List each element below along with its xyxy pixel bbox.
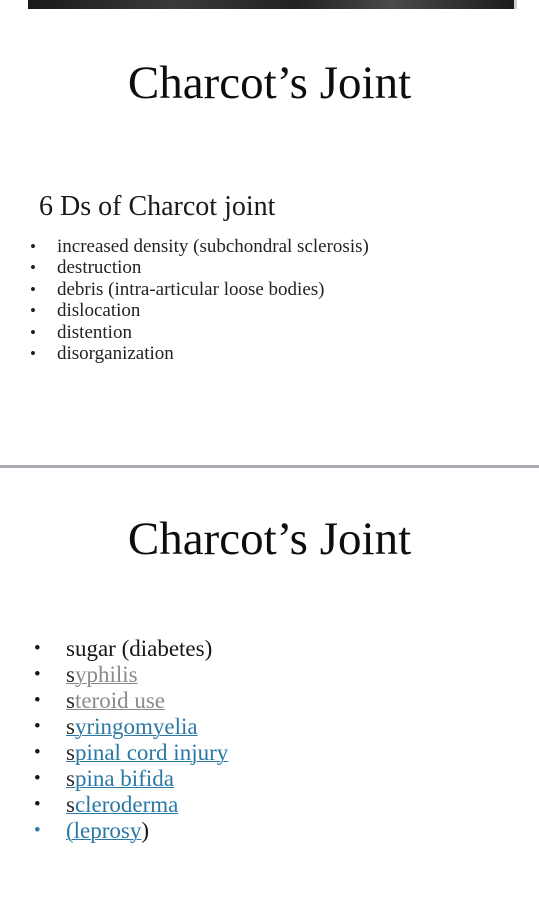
spina-bifida-link[interactable]: spina bifida — [66, 766, 174, 791]
list-item[interactable] — [0, 662, 228, 688]
list-item-text: disorganization — [57, 342, 174, 364]
list-item-text: increased density (subchondral sclerosis) — [57, 236, 369, 257]
slide-title: Charcot’s Joint — [127, 57, 412, 109]
list-item[interactable] — [0, 740, 228, 766]
previous-slide-image-edge — [28, 0, 514, 9]
slide-title: Charcot’s Joint — [127, 513, 412, 565]
slide-1 — [0, 9, 539, 465]
bullet-icon: • — [34, 638, 41, 659]
list-item-text: sugar (diabetes) — [66, 636, 213, 661]
six-ds-list — [0, 236, 369, 364]
list-item — [0, 257, 369, 278]
causes-list — [0, 636, 228, 844]
bullet-icon: • — [34, 690, 41, 711]
list-item — [0, 636, 228, 662]
list-item[interactable] — [0, 818, 228, 844]
list-item[interactable] — [0, 688, 228, 714]
list-item-text: dislocation — [57, 300, 141, 322]
list-item-text: distention — [57, 321, 132, 343]
bullet-icon: • — [30, 322, 36, 342]
closing-paren: ) — [141, 818, 150, 843]
leprosy-link[interactable]: (leprosy — [66, 818, 142, 843]
bullet-icon: • — [30, 258, 36, 278]
bullet-icon: • — [34, 820, 41, 841]
list-item — [0, 343, 369, 364]
list-item — [0, 279, 369, 300]
bullet-icon: • — [34, 768, 41, 789]
list-item-text: destruction — [57, 257, 142, 279]
list-item[interactable] — [0, 792, 228, 818]
bullet-icon: • — [30, 237, 36, 256]
list-item — [0, 236, 369, 257]
slide-2 — [0, 468, 539, 897]
bullet-icon: • — [34, 742, 41, 763]
bullet-icon: • — [34, 664, 41, 685]
list-item[interactable] — [0, 766, 228, 792]
bullet-icon: • — [34, 794, 41, 815]
bullet-icon: • — [34, 716, 41, 737]
scleroderma-link[interactable]: scleroderma — [66, 792, 179, 817]
previous-slide-border — [514, 0, 517, 9]
syringomyelia-link[interactable]: syringomyelia — [66, 714, 198, 739]
bullet-icon: • — [30, 301, 36, 321]
bullet-icon: • — [30, 279, 36, 299]
list-item — [0, 322, 369, 343]
syphilis-link[interactable]: syphilis — [66, 662, 138, 687]
list-item-text: debris (intra-articular loose bodies) — [57, 278, 325, 300]
bullet-icon: • — [30, 343, 36, 363]
list-item[interactable] — [0, 714, 228, 740]
steroid-use-link[interactable]: steroid use — [66, 688, 166, 713]
spinal-cord-injury-link[interactable]: spinal cord injury — [66, 740, 229, 765]
list-item — [0, 300, 369, 321]
slide-subheading: 6 Ds of Charcot joint — [39, 191, 276, 222]
